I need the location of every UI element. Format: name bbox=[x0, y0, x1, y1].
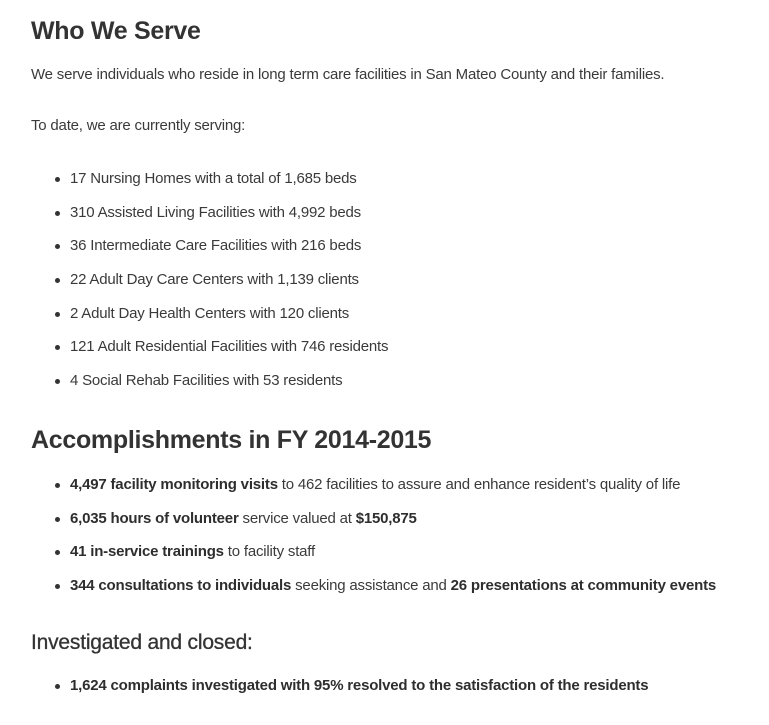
list-item bbox=[54, 270, 388, 304]
list-item-bold: 1,624 complaints investigated with 95% resolved to the satisfaction of the residents bbox=[70, 677, 649, 694]
list-item bbox=[54, 236, 388, 270]
list-item-text: 121 Adult Residential Facilities with 746 residents bbox=[70, 338, 389, 356]
accomplishments-list bbox=[54, 475, 716, 610]
bullet-icon bbox=[55, 244, 60, 249]
list-item bbox=[54, 169, 388, 203]
serve-list bbox=[54, 169, 388, 405]
who-we-serve-heading: Who We Serve bbox=[31, 17, 201, 45]
bullet-icon bbox=[55, 483, 60, 488]
list-item bbox=[54, 509, 716, 543]
list-item-text: to facility staff bbox=[223, 543, 315, 561]
bullet-icon bbox=[55, 278, 60, 283]
bullet-icon bbox=[55, 517, 60, 522]
list-item bbox=[54, 371, 388, 405]
list-item-text: 36 Intermediate Care Facilities with 216 beds bbox=[70, 237, 362, 255]
serving-label: To date, we are currently serving: bbox=[31, 117, 246, 134]
list-item bbox=[54, 542, 716, 576]
list-item-text: service valued at bbox=[238, 509, 356, 527]
list-item bbox=[54, 475, 716, 509]
list-item-bold-value: $150,875 bbox=[355, 509, 417, 527]
list-item-bold: 41 in-service trainings bbox=[70, 543, 224, 561]
list-item-bold: 344 consultations to individuals bbox=[70, 577, 292, 595]
bullet-icon bbox=[55, 584, 60, 589]
list-item-bold: 4,497 facility monitoring visits bbox=[70, 476, 278, 493]
bullet-icon bbox=[55, 312, 60, 317]
list-item-text: 22 Adult Day Care Centers with 1,139 clients bbox=[70, 271, 359, 289]
intro-paragraph: We serve individuals who reside in long term care facilities in San Mateo County and their families. bbox=[31, 66, 665, 83]
list-item-text: 17 Nursing Homes with a total of 1,685 beds bbox=[70, 170, 357, 187]
list-item bbox=[54, 576, 716, 610]
accomplishments-heading: Accomplishments in FY 2014-2015 bbox=[31, 426, 432, 454]
bullet-icon bbox=[55, 550, 60, 555]
bullet-icon bbox=[55, 177, 60, 182]
bullet-icon bbox=[55, 345, 60, 350]
list-item-bold: 6,035 hours of volunteer bbox=[70, 509, 239, 527]
list-item bbox=[54, 676, 648, 710]
list-item-text: 4 Social Rehab Facilities with 53 residents bbox=[70, 372, 343, 390]
bullet-icon bbox=[55, 211, 60, 216]
list-item-text: 310 Assisted Living Facilities with 4,992 beds bbox=[70, 203, 361, 221]
list-item bbox=[54, 203, 388, 237]
investigated-heading: Investigated and closed: bbox=[31, 631, 253, 654]
investigated-list bbox=[54, 676, 648, 710]
list-item bbox=[54, 337, 388, 371]
list-item bbox=[54, 304, 388, 338]
list-item-text: to 462 facilities to assure and enhance resident’s quality of life bbox=[277, 476, 681, 493]
bullet-icon bbox=[55, 684, 60, 689]
list-item-text: 2 Adult Day Health Centers with 120 clients bbox=[70, 304, 350, 322]
list-item-text: seeking assistance and bbox=[291, 577, 451, 595]
bullet-icon bbox=[55, 379, 60, 384]
list-item-bold-value: 26 presentations at community events bbox=[450, 577, 717, 595]
